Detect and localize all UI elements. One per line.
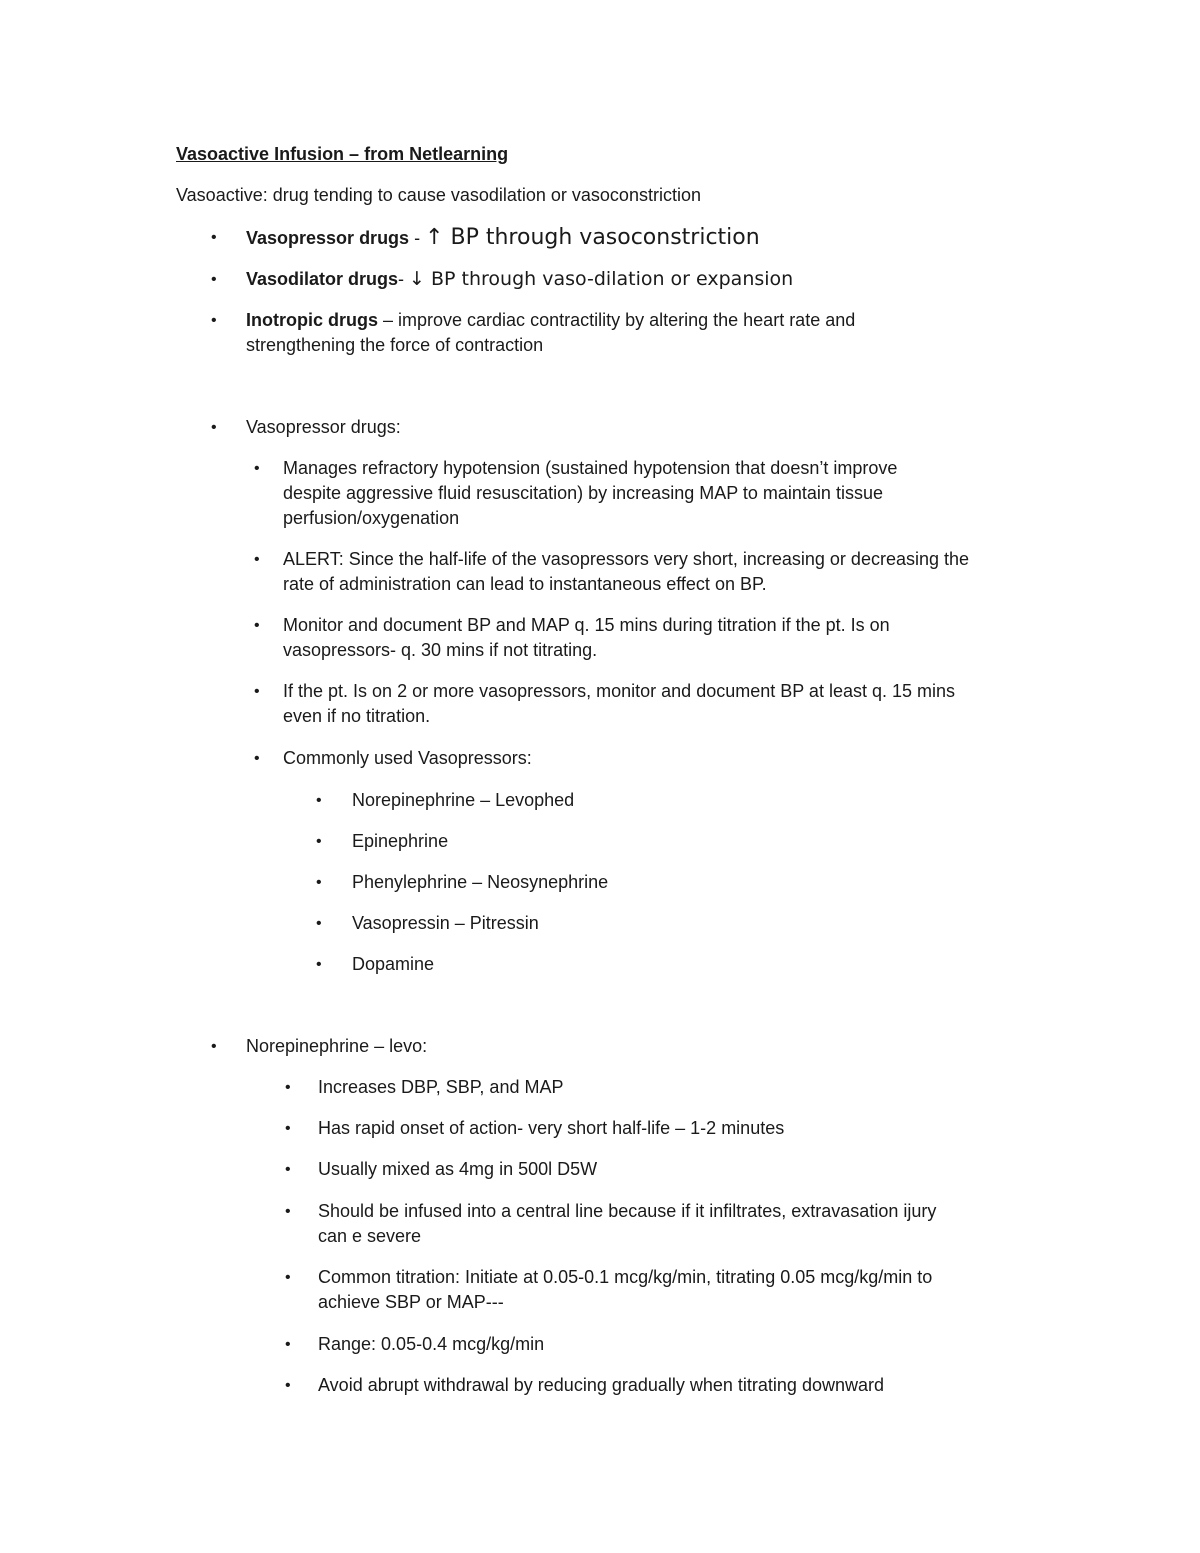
description: improve cardiac contractility by altering the heart rate and xyxy=(398,310,856,330)
list-item: Common titration: Initiate at 0.05-0.1 mcg/kg/min, titrating 0.05 mcg/kg/min to xyxy=(318,1267,933,1287)
bullet-icon: • xyxy=(254,551,260,568)
bullet-icon: • xyxy=(211,312,217,329)
bullet-icon: • xyxy=(285,1203,291,1220)
list-item: Has rapid onset of action- very short half-life – 1-2 minutes xyxy=(318,1118,785,1138)
list-item-continued: perfusion/oxygenation xyxy=(283,508,460,528)
description: ↑ BP through vasoconstriction xyxy=(425,225,760,250)
term: Inotropic drugs xyxy=(246,310,378,330)
bullet-icon: • xyxy=(211,419,217,436)
list-item-continued: achieve SBP or MAP--- xyxy=(318,1292,504,1312)
list-item: If the pt. Is on 2 or more vasopressors, monitor and document BP at least q. 15 mins xyxy=(283,681,956,701)
bullet-icon: • xyxy=(211,271,217,288)
drug-item: Vasopressin – Pitressin xyxy=(352,913,539,933)
list-item-inotropic-type xyxy=(246,308,855,333)
list-item: Monitor and document BP and MAP q. 15 mins during titration if the pt. Is on xyxy=(283,615,890,635)
list-item: Increases DBP, SBP, and MAP xyxy=(318,1077,564,1097)
section-heading-norepinephrine: Norepinephrine – levo: xyxy=(246,1036,428,1056)
drug-item: Phenylephrine – Neosynephrine xyxy=(352,872,609,892)
document-title: Vasoactive Infusion – from Netlearning xyxy=(176,144,509,164)
bullet-icon: • xyxy=(316,874,322,891)
separator: - xyxy=(398,269,410,289)
bullet-icon: • xyxy=(211,1038,217,1055)
description: ↓ BP through vaso-dilation or expansion xyxy=(409,268,794,290)
list-item: Usually mixed as 4mg in 500l D5W xyxy=(318,1159,598,1179)
bullet-icon: • xyxy=(316,915,322,932)
bullet-icon: • xyxy=(211,229,217,246)
bullet-icon: • xyxy=(254,750,260,767)
list-item-continued: even if no titration. xyxy=(283,706,431,726)
separator: - xyxy=(409,228,426,248)
drug-item: Norepinephrine – Levophed xyxy=(352,790,575,810)
bullet-icon: • xyxy=(254,460,260,477)
separator: – xyxy=(378,310,399,330)
list-item: Commonly used Vasopressors: xyxy=(283,748,532,768)
section-heading-vasopressors: Vasopressor drugs: xyxy=(246,417,401,437)
list-item-continued: can e severe xyxy=(318,1226,422,1246)
description-continued: strengthening the force of contraction xyxy=(246,335,544,355)
list-item: Range: 0.05-0.4 mcg/kg/min xyxy=(318,1334,545,1354)
drug-item: Epinephrine xyxy=(352,831,449,851)
term: Vasodilator drugs xyxy=(246,269,399,289)
list-item: Should be infused into a central line because if it infiltrates, extravasation ijury xyxy=(318,1201,937,1221)
list-item-continued: despite aggressive fluid resuscitation) by increasing MAP to maintain tissue xyxy=(283,483,883,503)
list-item-vasopressor-type xyxy=(246,225,760,251)
list-item: Avoid abrupt withdrawal by reducing gradually when titrating downward xyxy=(318,1375,884,1395)
bullet-icon: • xyxy=(285,1161,291,1178)
bullet-icon: • xyxy=(285,1269,291,1286)
list-item-continued: vasopressors- q. 30 mins if not titrating. xyxy=(283,640,598,660)
drug-item: Dopamine xyxy=(352,954,435,974)
list-item: ALERT: Since the half-life of the vasopressors very short, increasing or decreasing the xyxy=(283,549,970,569)
bullet-icon: • xyxy=(285,1336,291,1353)
list-item-vasodilator-type xyxy=(246,267,793,292)
list-item: Manages refractory hypotension (sustained hypotension that doesn’t improve xyxy=(283,458,898,478)
bullet-icon: • xyxy=(316,833,322,850)
bullet-icon: • xyxy=(254,617,260,634)
definition-text: Vasoactive: drug tending to cause vasodilation or vasoconstriction xyxy=(176,185,701,205)
list-item-continued: rate of administration can lead to instantaneous effect on BP. xyxy=(283,574,767,594)
bullet-icon: • xyxy=(316,956,322,973)
bullet-icon: • xyxy=(285,1120,291,1137)
bullet-icon: • xyxy=(316,792,322,809)
bullet-icon: • xyxy=(254,683,260,700)
bullet-icon: • xyxy=(285,1079,291,1096)
term: Vasopressor drugs xyxy=(246,228,410,248)
bullet-icon: • xyxy=(285,1377,291,1394)
